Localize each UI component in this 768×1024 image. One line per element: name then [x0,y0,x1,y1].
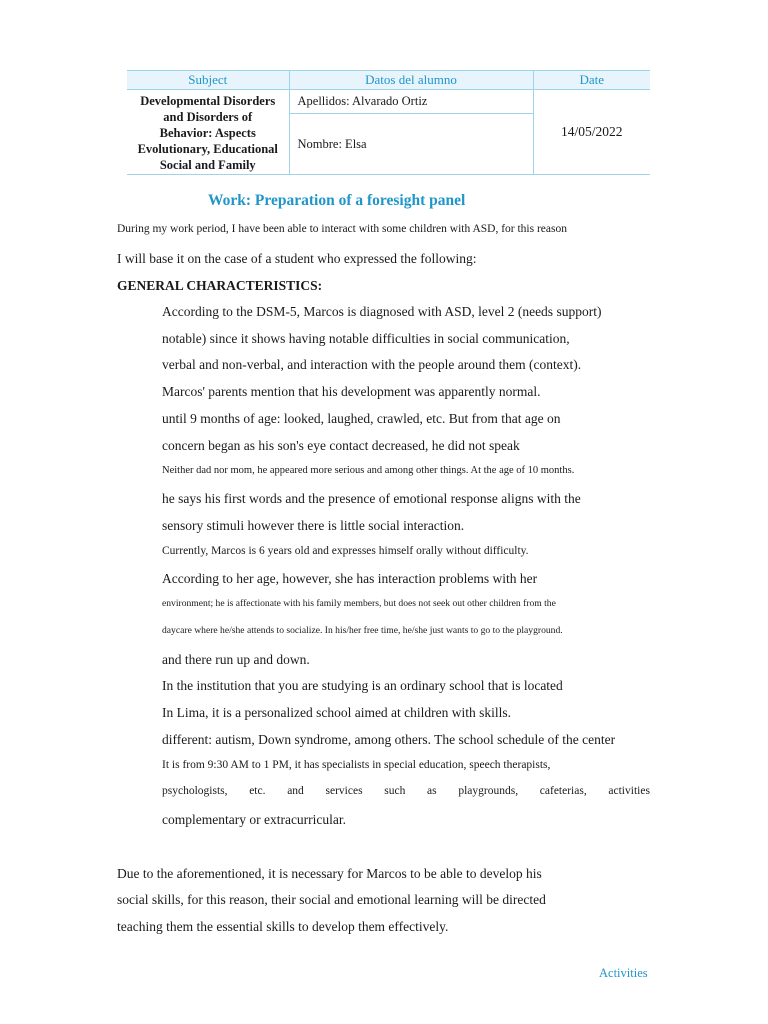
body-line: It is from 9:30 AM to 1 PM, it has specialists in special education, speech therapists, [162,759,551,771]
table-row [127,90,650,114]
body-word: such [384,785,406,797]
subject-line: Behavior: Aspects [159,126,256,140]
body-line: In the institution that you are studying is an ordinary school that is located [162,678,563,693]
student-info-table [127,70,650,175]
body-line: sensory stimuli however there is little social interaction. [162,518,465,533]
body-line: Marcos' parents mention that his development was apparently normal. [162,384,541,399]
subject-line: Developmental Disorders [140,94,276,108]
apellidos-cell: Apellidos: Alvarado Ortiz [289,90,533,114]
body-line: daycare where he/she attends to socialize. In his/her free time, he/she just wants to go to the playground. [162,625,563,636]
body-line: Currently, Marcos is 6 years old and expresses himself orally without difficulty. [162,545,529,557]
subject-line: Evolutionary, Educational [137,142,278,156]
section-heading: GENERAL CHARACTERISTICS: [117,278,323,293]
date-column-header: Date [533,71,650,90]
body-line: different: autism, Down syndrome, among others. The school schedule of the center [162,732,616,747]
body-line: he says his first words and the presence of emotional response aligns with the [162,491,581,506]
body-line: According to the DSM-5, Marcos is diagnosed with ASD, level 2 (needs support) [162,304,602,319]
body-line: notable) since it shows having notable difficulties in social communication, [162,331,570,346]
body-line: complementary or extracurricular. [162,812,347,827]
datos-column-header: Datos del alumno [289,71,533,90]
intro-line: During my work period, I have been able to interact with some children with ASD, for this reason [117,223,567,235]
conclusion-line: teaching them the essential skills to develop them effectively. [117,919,449,934]
conclusion-line: Due to the aforementioned, it is necessary for Marcos to be able to develop his [117,866,542,881]
intro-line: I will base it on the case of a student who expressed the following: [117,251,477,266]
body-word: cafeterias, [539,785,587,797]
nombre-cell: Nombre: Elsa [289,114,533,175]
body-line: concern began as his son's eye contact decreased, he did not speak [162,438,520,453]
subject-cell [127,90,289,175]
footer-activities-label: Activities [599,966,648,980]
date-cell: 14/05/2022 [533,90,650,175]
body-line: and there run up and down. [162,652,310,667]
body-line: Neither dad nor mom, he appeared more serious and among other things. At the age of 10 months. [162,465,575,476]
body-word: etc. [249,785,266,797]
body-line: According to her age, however, she has interaction problems with her [162,571,538,586]
body-word: playgrounds, [458,785,519,797]
body-word: activities [608,785,650,797]
subject-line: and Disorders of [163,110,253,124]
body-word: as [427,785,437,797]
body-line: In Lima, it is a personalized school aimed at children with skills. [162,705,512,720]
work-title: Work: Preparation of a foresight panel [208,192,466,209]
body-line: until 9 months of age: looked, laughed, crawled, etc. But from that age on [162,411,561,426]
subject-line: Social and Family [159,158,256,172]
body-line: environment; he is affectionate with his family members, but does not seek out other children from the [162,598,556,609]
body-word: services [325,785,363,797]
body-word: and [287,785,304,797]
body-line-justified [162,785,650,797]
conclusion-line: social skills, for this reason, their social and emotional learning will be directed [117,892,546,907]
body-line: verbal and non-verbal, and interaction with the people around them (context). [162,357,582,372]
table-header-row [127,71,650,90]
subject-column-header: Subject [127,71,289,90]
body-word: psychologists, [162,785,228,797]
